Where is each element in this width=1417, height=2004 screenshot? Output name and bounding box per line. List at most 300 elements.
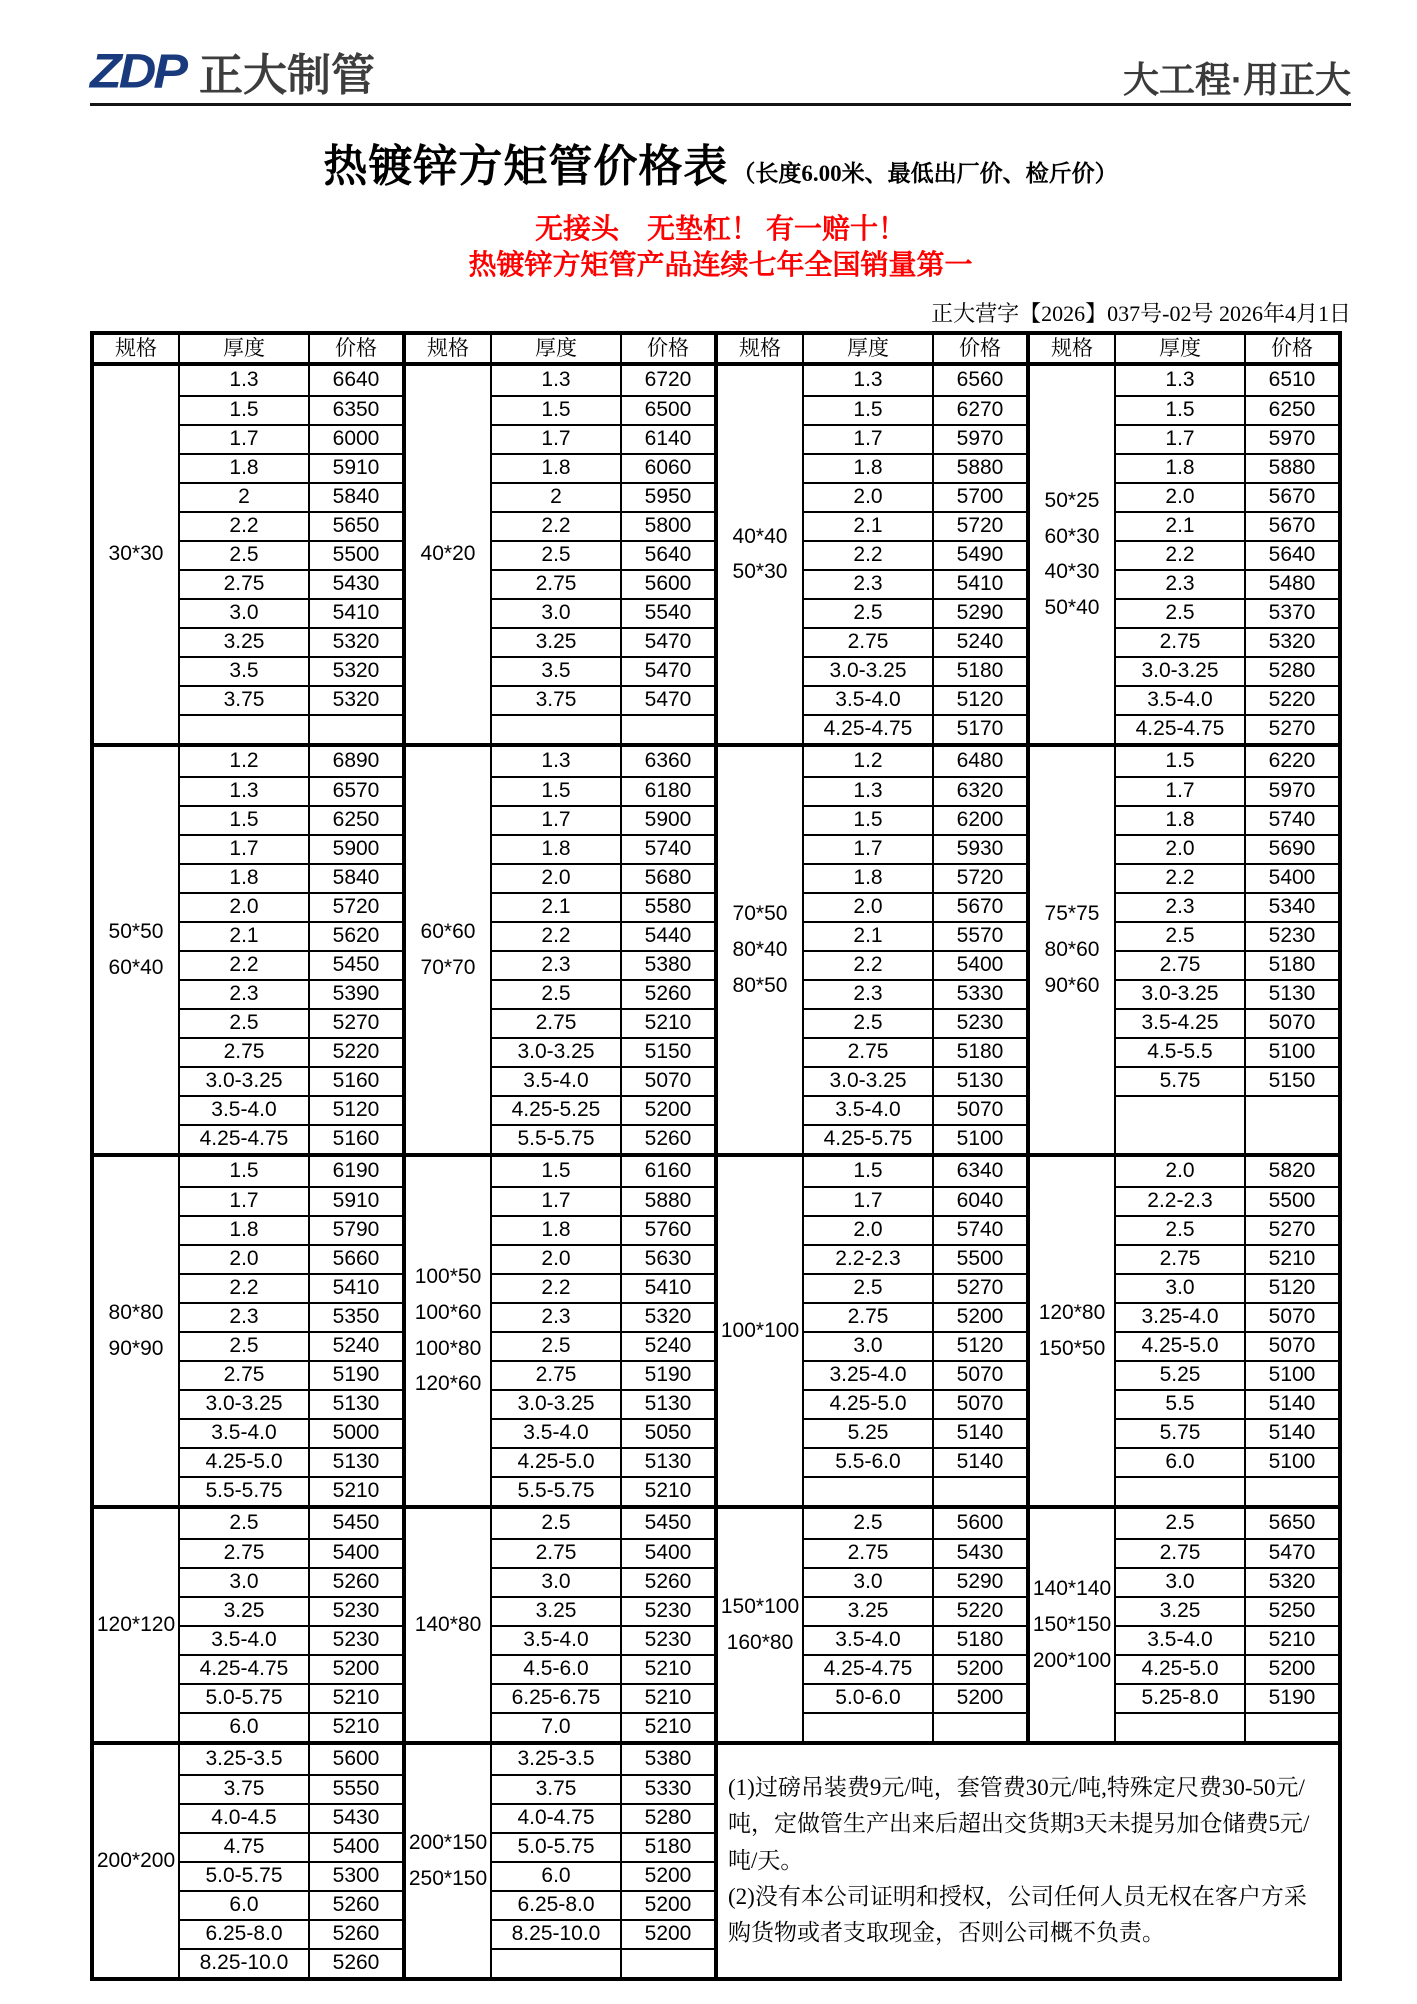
table-row xyxy=(804,656,1026,685)
price-cell: 5260 xyxy=(644,1570,692,1594)
table-row xyxy=(492,1803,714,1832)
table-row xyxy=(180,1832,402,1861)
thickness-cell: 2.75 xyxy=(1116,1246,1246,1273)
price-cell: 5640 xyxy=(644,543,692,567)
table-row xyxy=(1116,453,1338,482)
table-row xyxy=(1116,921,1338,950)
table-row xyxy=(804,1037,1026,1066)
section-rows xyxy=(804,1157,1026,1505)
price-cell: 5140 xyxy=(956,1450,1004,1474)
price-cell: 5760 xyxy=(644,1218,692,1242)
thickness-cell: 1.5 xyxy=(804,807,934,834)
spec-cell xyxy=(1030,747,1116,1153)
price-cell: 5260 xyxy=(644,982,692,1006)
spec-line: 50*30 xyxy=(732,560,788,584)
thickness-cell: 4.25-5.0 xyxy=(1116,1333,1246,1360)
spec-group-2 xyxy=(402,335,714,1977)
column-header-row xyxy=(718,335,1026,366)
column-header-spec: 规格 xyxy=(718,335,804,362)
thickness-cell: 2.5 xyxy=(804,1275,934,1302)
table-row xyxy=(180,1509,402,1538)
thickness-cell: 1.7 xyxy=(180,836,310,863)
table-row xyxy=(492,1037,714,1066)
price-cell: 5130 xyxy=(332,1450,380,1474)
price-cell: 5490 xyxy=(956,543,1004,567)
thickness-cell: 2.3 xyxy=(492,1304,622,1331)
thickness-cell: 2.75 xyxy=(1116,629,1246,656)
section-rows xyxy=(1116,747,1338,1153)
price-cell: 5930 xyxy=(956,837,1004,861)
table-row xyxy=(492,685,714,714)
thickness-cell: 2.5 xyxy=(1116,1509,1246,1538)
price-cell: 5000 xyxy=(332,1421,380,1445)
spec-line: 200*100 xyxy=(1032,1648,1112,1672)
table-row xyxy=(492,511,714,540)
section-rows xyxy=(180,1509,402,1741)
table-row xyxy=(180,1712,402,1741)
price-cell: 6570 xyxy=(332,779,380,803)
table-row xyxy=(492,863,714,892)
thickness-cell: 2.75 xyxy=(804,1039,934,1066)
price-cell: 5200 xyxy=(332,1657,380,1681)
thickness-cell: 2.5 xyxy=(180,1010,310,1037)
spec-section xyxy=(94,1505,402,1741)
section-rows xyxy=(492,366,714,743)
thickness-cell: 5.25 xyxy=(804,1420,934,1447)
table-row xyxy=(180,1774,402,1803)
price-cell: 5470 xyxy=(1268,1541,1316,1565)
price-cell: 5130 xyxy=(332,1392,380,1416)
table-row xyxy=(1116,892,1338,921)
price-cell: 5550 xyxy=(332,1777,380,1801)
price-cell: 5130 xyxy=(644,1392,692,1416)
spec-cell xyxy=(1030,1157,1116,1505)
thickness-cell: 2.0 xyxy=(804,484,934,511)
thickness-cell: 2.5 xyxy=(492,981,622,1008)
price-cell: 5130 xyxy=(1268,982,1316,1006)
price-cell: 5300 xyxy=(332,1864,380,1888)
table-row xyxy=(804,540,1026,569)
table-row xyxy=(1116,1215,1338,1244)
table-row xyxy=(1116,598,1338,627)
column-header-thickness: 厚度 xyxy=(804,335,934,362)
thickness-cell: 4.25-4.75 xyxy=(180,1656,310,1683)
table-row xyxy=(1116,1625,1338,1654)
price-cell: 5250 xyxy=(1268,1599,1316,1623)
price-cell: 5280 xyxy=(644,1806,692,1830)
spec-line: 150*50 xyxy=(1038,1336,1106,1360)
price-cell: 6220 xyxy=(1268,749,1316,773)
table-row xyxy=(1116,1157,1338,1186)
thickness-cell: 3.0-3.25 xyxy=(804,1068,934,1095)
table-row xyxy=(1116,950,1338,979)
price-cell: 5230 xyxy=(644,1599,692,1623)
thickness-cell: 2.3 xyxy=(804,981,934,1008)
price-cell: 5140 xyxy=(1268,1421,1316,1445)
price-cell: 5410 xyxy=(644,1276,692,1300)
table-row xyxy=(1116,1509,1338,1538)
thickness-cell: 2.5 xyxy=(492,1333,622,1360)
table-row xyxy=(492,1331,714,1360)
price-cell: 6890 xyxy=(332,749,380,773)
price-cell: 5210 xyxy=(644,1011,692,1035)
thickness-cell: 5.0-5.75 xyxy=(180,1863,310,1890)
table-row xyxy=(804,1567,1026,1596)
table-row xyxy=(492,776,714,805)
section-rows xyxy=(492,747,714,1153)
price-cell: 5620 xyxy=(332,924,380,948)
table-row xyxy=(1116,395,1338,424)
spec-line: 75*75 xyxy=(1044,902,1100,926)
column-header-price: 价格 xyxy=(959,336,1001,361)
table-row xyxy=(1116,1389,1338,1418)
price-cell: 5270 xyxy=(956,1276,1004,1300)
table-row xyxy=(180,1066,402,1095)
table-row xyxy=(180,1596,402,1625)
thickness-cell: 1.8 xyxy=(180,455,310,482)
price-cell: 6200 xyxy=(956,808,1004,832)
thickness-cell: 2.75 xyxy=(1116,1540,1246,1567)
spec-group-1 xyxy=(94,335,402,1977)
price-cell: 5100 xyxy=(1268,1363,1316,1387)
price-cell: 5200 xyxy=(644,1864,692,1888)
thickness-cell: 6.25-6.75 xyxy=(492,1685,622,1712)
thickness-cell: 2.3 xyxy=(804,571,934,598)
price-cell: 5070 xyxy=(1268,1011,1316,1035)
thickness-cell: 2.2 xyxy=(804,542,934,569)
thickness-cell: 3.0-3.25 xyxy=(492,1039,622,1066)
thickness-cell: 3.5 xyxy=(492,658,622,685)
section-rows xyxy=(1116,366,1338,743)
thickness-cell: 3.0-3.25 xyxy=(492,1391,622,1418)
thickness-cell: 1.3 xyxy=(180,366,310,395)
company-logo xyxy=(90,46,375,98)
table-row xyxy=(804,598,1026,627)
price-cell: 5240 xyxy=(644,1334,692,1358)
thickness-cell: 2.2 xyxy=(180,513,310,540)
table-row xyxy=(804,685,1026,714)
thickness-cell: 2.3 xyxy=(1116,571,1246,598)
price-cell: 5500 xyxy=(1268,1189,1316,1213)
price-cell: 5200 xyxy=(956,1305,1004,1329)
thickness-cell: 2.75 xyxy=(492,571,622,598)
thickness-cell: 2.5 xyxy=(180,542,310,569)
price-cell: 5230 xyxy=(956,1011,1004,1035)
price-cell: 5160 xyxy=(332,1127,380,1151)
thickness-cell: 5.75 xyxy=(1116,1068,1246,1095)
price-cell: 5570 xyxy=(956,924,1004,948)
price-cell: 5240 xyxy=(956,630,1004,654)
right-groups xyxy=(718,335,1338,1741)
spec-line: 140*140 xyxy=(1032,1577,1112,1601)
price-cell: 5500 xyxy=(332,543,380,567)
price-cell: 5670 xyxy=(956,895,1004,919)
price-cell: 5470 xyxy=(644,688,692,712)
price-cell: 5320 xyxy=(332,630,380,654)
price-cell: 5410 xyxy=(956,572,1004,596)
price-cell: 6180 xyxy=(644,779,692,803)
spec-section xyxy=(718,1505,1026,1741)
price-cell: 5210 xyxy=(332,1715,380,1739)
price-cell: 5180 xyxy=(956,1040,1004,1064)
thickness-cell: 1.8 xyxy=(492,455,622,482)
price-cell: 5290 xyxy=(956,601,1004,625)
column-header-price: 价格 xyxy=(1271,336,1313,361)
thickness-cell: 2.75 xyxy=(180,1540,310,1567)
spec-cell xyxy=(406,1745,492,1977)
table-row xyxy=(180,1538,402,1567)
thickness-cell: 3.0-3.25 xyxy=(1116,981,1246,1008)
column-header-row xyxy=(406,335,714,366)
table-row xyxy=(1116,714,1338,743)
table-row xyxy=(804,1186,1026,1215)
thickness-cell: 5.0-6.0 xyxy=(804,1685,934,1712)
promo-line-2: 热镀锌方矩管产品连续七年全国销量第一 xyxy=(468,250,973,282)
thickness-cell: 3.0 xyxy=(1116,1569,1246,1596)
table-row xyxy=(492,1186,714,1215)
spec-line: 50*25 xyxy=(1044,488,1100,512)
thickness-cell: 5.75 xyxy=(1116,1420,1246,1447)
thickness-cell: 1.5 xyxy=(492,1157,622,1186)
table-row xyxy=(804,1331,1026,1360)
table-row xyxy=(804,482,1026,511)
table-row xyxy=(180,1215,402,1244)
empty-stub-row xyxy=(1116,1712,1338,1741)
note-line-1: (1)过磅吊装费9元/吨，套管费30元/吨,特殊定尺费30-50元/吨，定做管生产出来后超出交货期3天未提另加仓储费5元/吨/天。 xyxy=(728,1774,1310,1873)
price-cell: 5260 xyxy=(644,1127,692,1151)
table-row xyxy=(180,1919,402,1948)
thickness-cell: 3.5-4.0 xyxy=(180,1627,310,1654)
price-cell: 5260 xyxy=(332,1570,380,1594)
price-cell: 5100 xyxy=(1268,1450,1316,1474)
price-cell: 5720 xyxy=(332,895,380,919)
table-row xyxy=(180,863,402,892)
table-row xyxy=(180,1890,402,1919)
price-cell: 6040 xyxy=(956,1189,1004,1213)
spec-line: 60*60 xyxy=(420,920,476,944)
price-cell: 5210 xyxy=(644,1715,692,1739)
thickness-cell: 1.2 xyxy=(180,747,310,776)
table-row xyxy=(492,834,714,863)
price-cell: 5400 xyxy=(1268,866,1316,890)
table-row xyxy=(180,453,402,482)
thickness-cell: 1.7 xyxy=(180,1188,310,1215)
spec-section xyxy=(94,366,402,743)
table-row xyxy=(1116,1360,1338,1389)
thickness-cell: 1.5 xyxy=(1116,397,1246,424)
table-row xyxy=(492,453,714,482)
thickness-cell: 3.0 xyxy=(492,1569,622,1596)
table-row xyxy=(804,1509,1026,1538)
table-row xyxy=(492,1861,714,1890)
thickness-cell: 2.75 xyxy=(180,571,310,598)
thickness-cell: 2.0 xyxy=(492,1246,622,1273)
spec-line: 30*30 xyxy=(108,542,164,566)
price-cell: 5670 xyxy=(1268,514,1316,538)
table-row xyxy=(180,1567,402,1596)
thickness-cell: 4.0-4.5 xyxy=(180,1805,310,1832)
thickness-cell: 3.5-4.0 xyxy=(804,687,934,714)
price-cell: 5100 xyxy=(956,1127,1004,1151)
price-cell: 5650 xyxy=(332,514,380,538)
price-cell: 5450 xyxy=(332,1511,380,1535)
price-cell: 5120 xyxy=(956,1334,1004,1358)
thickness-cell: 1.8 xyxy=(180,1217,310,1244)
table-row xyxy=(804,1447,1026,1476)
thickness-cell: 2.75 xyxy=(1116,952,1246,979)
price-cell: 5230 xyxy=(644,1628,692,1652)
price-cell: 5200 xyxy=(956,1686,1004,1710)
table-row xyxy=(804,892,1026,921)
price-cell: 5450 xyxy=(332,953,380,977)
table-row xyxy=(1116,424,1338,453)
table-row xyxy=(492,1389,714,1418)
empty-stub-row xyxy=(492,1948,714,1977)
spec-section xyxy=(94,1741,402,1977)
spec-section xyxy=(406,1741,714,1977)
spec-line: 250*150 xyxy=(408,1866,488,1890)
price-cell: 6060 xyxy=(644,456,692,480)
thickness-cell: 2.5 xyxy=(804,1509,934,1538)
price-cell: 6720 xyxy=(644,368,692,392)
thickness-cell: 4.25-5.0 xyxy=(180,1449,310,1476)
table-row xyxy=(804,1273,1026,1302)
price-cell: 6350 xyxy=(332,398,380,422)
empty-price-cell xyxy=(1246,1097,1338,1153)
table-row xyxy=(492,1832,714,1861)
price-cell: 5790 xyxy=(332,1218,380,1242)
thickness-cell: 2.1 xyxy=(1116,513,1246,540)
section-rows xyxy=(492,1509,714,1741)
spec-section xyxy=(718,1153,1026,1505)
price-cell: 5270 xyxy=(1268,717,1316,741)
thickness-cell: 1.3 xyxy=(804,366,934,395)
price-cell: 6000 xyxy=(332,427,380,451)
price-cell: 5690 xyxy=(1268,837,1316,861)
thickness-cell: 2.2-2.3 xyxy=(1116,1188,1246,1215)
thickness-cell: 6.25-8.0 xyxy=(180,1921,310,1948)
price-cell: 5200 xyxy=(956,1657,1004,1681)
thickness-cell: 5.0-5.75 xyxy=(180,1685,310,1712)
table-row xyxy=(180,1476,402,1505)
table-row xyxy=(804,1215,1026,1244)
thickness-cell: 2 xyxy=(492,484,622,511)
table-row xyxy=(492,805,714,834)
table-row xyxy=(492,395,714,424)
table-row xyxy=(180,395,402,424)
price-cell: 5400 xyxy=(644,1541,692,1565)
price-table xyxy=(90,331,1342,1981)
column-header-thickness: 厚度 xyxy=(180,335,310,362)
table-row xyxy=(492,1745,714,1774)
table-row xyxy=(180,482,402,511)
thickness-cell: 2.5 xyxy=(804,600,934,627)
table-row xyxy=(492,1095,714,1124)
section-rows xyxy=(1116,1509,1338,1741)
spec-line: 70*50 xyxy=(732,902,788,926)
table-row xyxy=(1116,1331,1338,1360)
thickness-cell: 2.2 xyxy=(1116,865,1246,892)
table-row xyxy=(492,1008,714,1037)
company-name: 正大制管 xyxy=(199,51,375,100)
price-cell: 5070 xyxy=(956,1363,1004,1387)
table-row xyxy=(804,1244,1026,1273)
spec-line: 40*20 xyxy=(420,542,476,566)
table-row xyxy=(804,1302,1026,1331)
table-row xyxy=(492,1654,714,1683)
thickness-cell: 2.3 xyxy=(1116,894,1246,921)
price-cell: 5230 xyxy=(332,1599,380,1623)
thickness-cell: 2.1 xyxy=(180,923,310,950)
thickness-cell: 2.75 xyxy=(492,1362,622,1389)
price-cell: 5900 xyxy=(332,837,380,861)
section-rows xyxy=(180,747,402,1153)
table-row xyxy=(180,569,402,598)
thickness-cell: 5.5 xyxy=(1116,1391,1246,1418)
thickness-cell: 1.5 xyxy=(180,397,310,424)
price-cell: 5950 xyxy=(644,485,692,509)
thickness-cell: 1.5 xyxy=(180,1157,310,1186)
table-row xyxy=(180,892,402,921)
spec-line: 150*150 xyxy=(1032,1612,1112,1636)
table-row xyxy=(180,1948,402,1977)
thickness-cell: 5.5-5.75 xyxy=(492,1478,622,1505)
price-cell: 5120 xyxy=(332,1098,380,1122)
thickness-cell: 5.5-5.75 xyxy=(180,1478,310,1505)
spec-line: 50*40 xyxy=(1044,595,1100,619)
thickness-cell: 2.2 xyxy=(180,1275,310,1302)
thickness-cell: 1.5 xyxy=(804,1157,934,1186)
column-header-thickness: 厚度 xyxy=(492,335,622,362)
thickness-cell: 2.1 xyxy=(492,894,622,921)
table-row xyxy=(180,1095,402,1124)
table-row xyxy=(804,714,1026,743)
price-cell: 5670 xyxy=(1268,485,1316,509)
table-row xyxy=(804,424,1026,453)
price-cell: 5430 xyxy=(332,572,380,596)
thickness-cell: 3.0-3.25 xyxy=(1116,658,1246,685)
spec-line: 80*50 xyxy=(732,973,788,997)
price-cell: 5260 xyxy=(332,1893,380,1917)
price-cell: 6160 xyxy=(644,1159,692,1183)
spec-cell xyxy=(406,1509,492,1741)
empty-price-cell xyxy=(310,716,402,743)
price-cell: 5150 xyxy=(1268,1069,1316,1093)
spec-cell xyxy=(94,366,180,743)
table-row xyxy=(1116,627,1338,656)
price-cell: 5200 xyxy=(1268,1657,1316,1681)
thickness-cell: 3.25-4.0 xyxy=(804,1362,934,1389)
table-row xyxy=(492,1567,714,1596)
empty-price-cell xyxy=(622,1950,714,1977)
empty-price-cell xyxy=(934,1714,1026,1741)
thickness-cell: 2.2 xyxy=(1116,542,1246,569)
thickness-cell: 3.25 xyxy=(804,1598,934,1625)
price-cell: 5910 xyxy=(332,456,380,480)
spec-line: 120*120 xyxy=(96,1612,176,1636)
price-cell: 5130 xyxy=(644,1450,692,1474)
thickness-cell: 3.0 xyxy=(1116,1275,1246,1302)
price-cell: 5400 xyxy=(332,1835,380,1859)
spec-line: 120*80 xyxy=(1038,1301,1106,1325)
thickness-cell: 4.75 xyxy=(180,1834,310,1861)
header-divider xyxy=(90,103,1351,106)
price-cell: 5820 xyxy=(1268,1159,1316,1183)
price-cell: 5210 xyxy=(332,1479,380,1503)
price-cell: 5290 xyxy=(956,1570,1004,1594)
thickness-cell: 3.0-3.25 xyxy=(804,658,934,685)
spec-cell xyxy=(406,366,492,743)
